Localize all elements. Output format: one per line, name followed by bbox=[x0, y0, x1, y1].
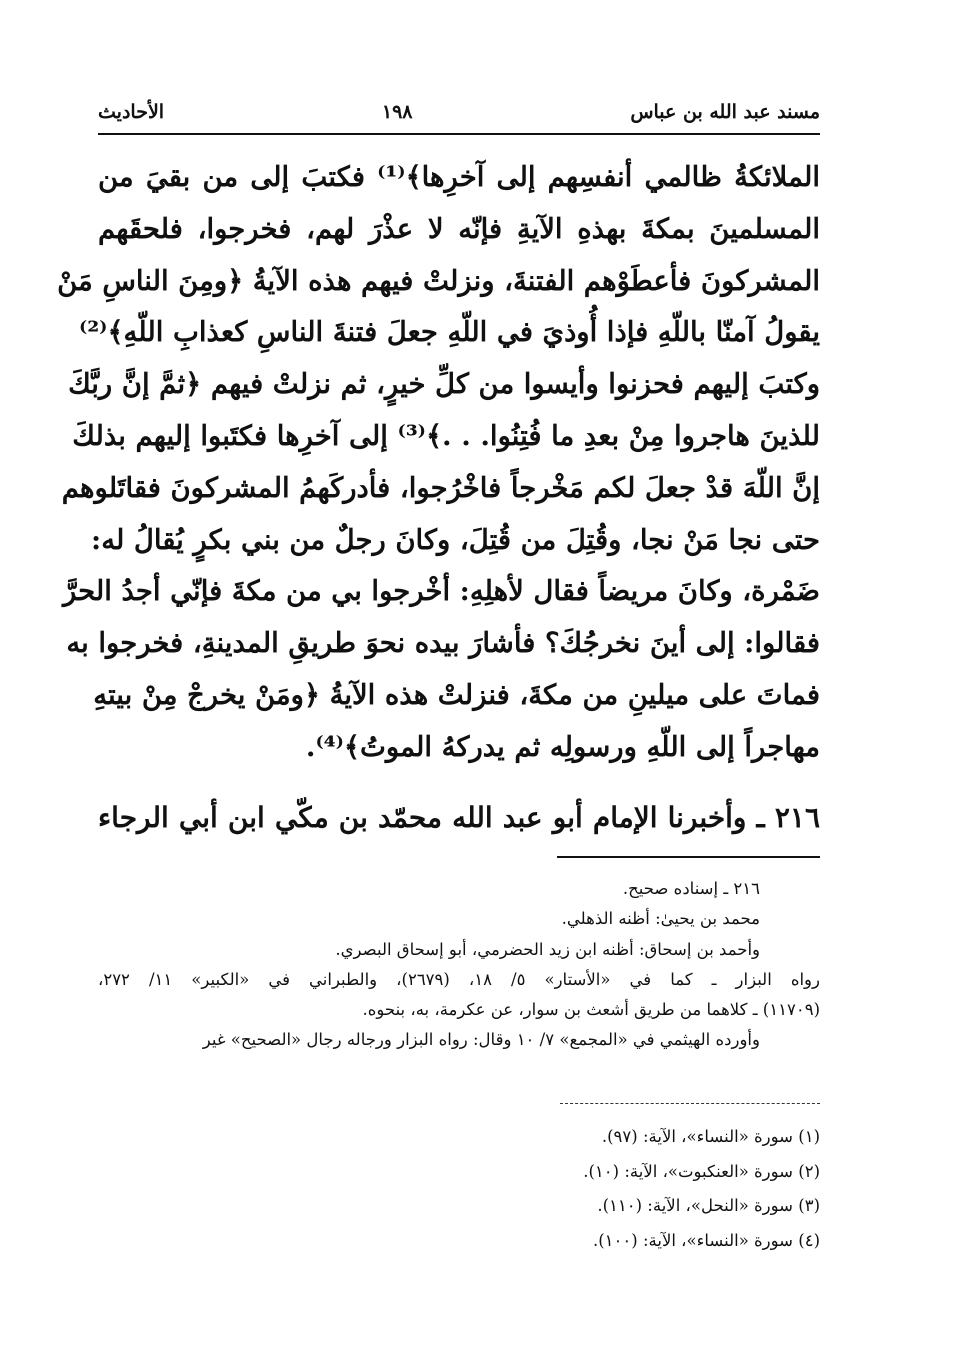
footnote: (١) سورة «النساء»، الآية: (٩٧). bbox=[601, 1127, 820, 1146]
takhrij-line: رواه البزار ـ كما في «الأستار» ٥/ ١٨، (٢٦٧٩)، والطبراني في «الكبير» ١١/ ٢٧٢، bbox=[98, 969, 820, 989]
takhrij-line: وأورده الهيثمي في «المجمع» ٧/ ١٠ وقال: رواه البزار ورجاله رجال «الصحيح» غير bbox=[202, 1030, 760, 1050]
page-number: ١٩٨ bbox=[381, 101, 413, 123]
takhrij-line: ٢١٦ ـ إسناده صحيح. bbox=[622, 879, 760, 898]
section-title: الأحاديث bbox=[98, 101, 165, 123]
text-line: يقولُ آمنّا باللّهِ فإذا أُوذيَ في اللّهِ جعلَ فتنةَ الناسِ كعذابِ اللّهِ﴾⁽²⁾ bbox=[79, 316, 820, 349]
text-line: ضَمْرة، وكانَ مريضاً فقال لأهلِهِ: أخْرجوا بي من مكةَ فإنّي أجدُ الحرَّ bbox=[62, 575, 820, 608]
text-line: مهاجراً إلى اللّهِ ورسولِه ثم يدركهُ الموتُ﴾⁽⁴⁾. bbox=[305, 730, 820, 763]
text-line: حتى نجا مَنْ نجا، وقُتِلَ من قُتِلَ، وكانَ رجلٌ من بني بكرٍ يُقالُ له: bbox=[91, 523, 820, 556]
footnote: (٤) سورة «النساء»، الآية: (١٠٠). bbox=[592, 1230, 820, 1250]
text-line: فماتَ على ميلينِ من مكةَ، فنزلتْ هذه الآيةُ ﴿ومَنْ يخرجْ مِنْ بيتهِ bbox=[93, 678, 820, 711]
text-line: وكتبَ إليهم فحزنوا وأيسوا من كلِّ خيرٍ، ثم نزلتْ فيهم ﴿ثمَّ إنَّ ربَّكَ bbox=[68, 368, 820, 401]
takhrij-line: وأحمد بن إسحاق: أظنه ابن زيد الحضرمي، أبو إسحاق البصري. bbox=[335, 939, 760, 959]
text-line: إنَّ اللّهَ قدْ جعلَ لكم مَخْرجاً فاخْرُجوا، فأدركَهمُ المشركونَ فقاتَلوهم bbox=[61, 471, 820, 504]
footnotes bbox=[98, 1120, 820, 1258]
text-line: المشركونَ فأعطَوْهم الفتنةَ، ونزلتْ فيهم هذه الآيةُ ﴿ومِنَ الناسِ مَنْ bbox=[57, 264, 820, 297]
takhrij-line: (١١٧٠٩) ـ كلاهما من طريق أشعث بن سوار، عن عكرمة، به، بنحوه. bbox=[362, 1000, 820, 1020]
footnote: (٣) سورة «النحل»، الآية: (١١٠). bbox=[597, 1196, 820, 1215]
book-title: مسند عبد الله بن عباس bbox=[630, 101, 820, 123]
footnote-divider bbox=[560, 1103, 820, 1104]
page-header bbox=[98, 96, 820, 128]
text-line: الملائكةُ ظالمي أنفسِهم إلى آخرِها﴾⁽¹⁾ فكتبَ إلى من بقيَ من bbox=[98, 161, 820, 193]
takhrij-divider bbox=[557, 856, 820, 858]
takhrij-notes bbox=[98, 874, 820, 1056]
main-text bbox=[57, 152, 820, 774]
text-line: المسلمينَ بمكةَ بهذهِ الآيةِ فإنّه لا عذْرَ لهم، فخرجوا، فلحقَهم bbox=[98, 212, 820, 245]
text-line: للذينَ هاجروا مِنْ بعدِ ما فُتِنُوا. . .﴾⁽³⁾ إلى آخرِها فكتَبوا إليهم بذلكَ bbox=[72, 419, 820, 452]
takhrij-line: محمد بن يحيىٰ: أظنه الذهلي. bbox=[561, 909, 760, 929]
footnote: (٢) سورة «العنكبوت»، الآية: (١٠). bbox=[583, 1161, 820, 1181]
hadith-216-heading: ٢١٦ ـ وأخبرنا الإمام أبو عبد الله محمّد بن مكّي ابن أبي الرجاء bbox=[98, 801, 820, 834]
text-line: فقالوا: إلى أينَ نخرجُكَ؟ فأشارَ بيده نحوَ طريقِ المدينةِ، فخرجوا به bbox=[66, 627, 820, 660]
header-divider bbox=[98, 133, 820, 135]
